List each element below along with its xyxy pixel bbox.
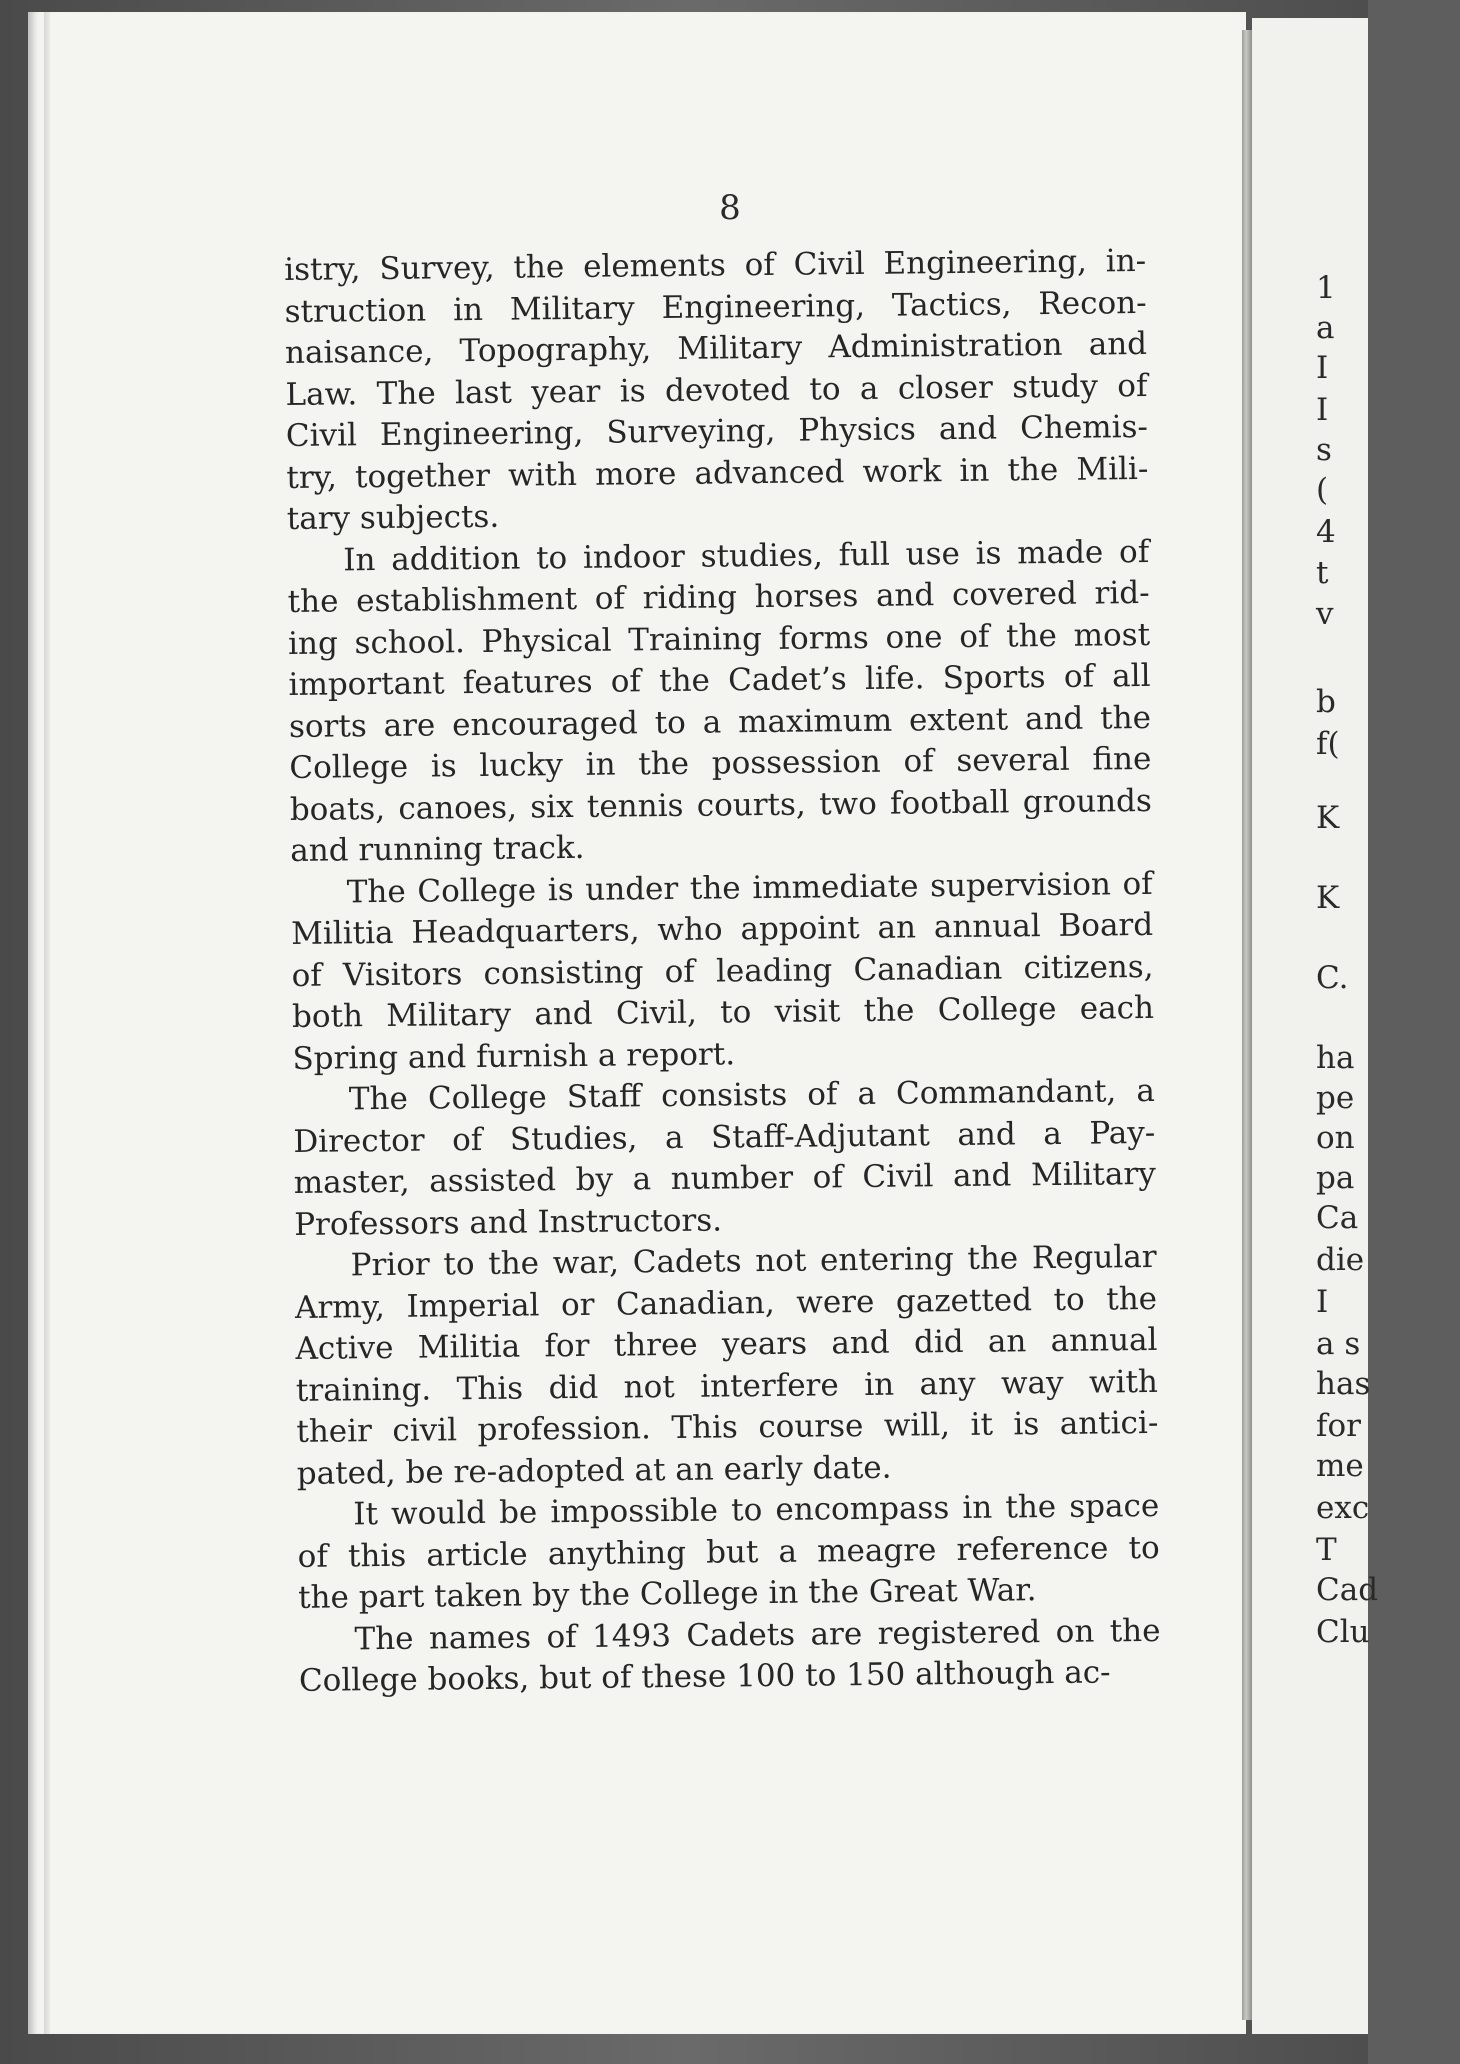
- text-line: The names of 1493 Cadets are registered on the: [354, 1612, 1161, 1657]
- right-page-fragment: for: [1316, 1408, 1361, 1444]
- paragraph: [298, 1610, 1161, 1702]
- text-line: College books, but of these 100 to 150 although ac-: [298, 1654, 1111, 1699]
- text-line: of this article anything but a meagre reference to: [297, 1529, 1160, 1575]
- right-page-fragment: I: [1316, 392, 1329, 428]
- text-line: It would be impossible to encompass in the space: [353, 1487, 1160, 1533]
- text-line: Spring and furnish a report.: [292, 1035, 736, 1077]
- text-line: tary subjects.: [286, 498, 500, 537]
- text-line: Director of Studies, a Staff-Adjutant and a Pay-: [293, 1114, 1156, 1160]
- text-line: Civil Engineering, Surveying, Physics and Chemis-: [285, 408, 1149, 454]
- right-page-fragment: 4: [1316, 514, 1336, 550]
- text-line: the establishment of riding horses and covered rid-: [287, 574, 1150, 620]
- paragraph: [294, 1237, 1159, 1495]
- text-line: Active Militia for three years and did an annual: [295, 1321, 1158, 1367]
- text-line: The College is under the immediate supervision of: [346, 865, 1153, 910]
- text-line: of Visitors consisting of leading Canadian citizens,: [291, 948, 1154, 994]
- right-page-fragment: a s: [1316, 1326, 1361, 1362]
- text-line: Law. The last year is devoted to a closer study of: [285, 367, 1148, 413]
- right-page-fragment: K: [1316, 800, 1340, 836]
- right-page-fragment: pa: [1316, 1160, 1355, 1196]
- page-edge: [44, 12, 50, 2034]
- right-page-fragment: (: [1316, 472, 1329, 508]
- paragraph: [293, 1071, 1157, 1246]
- right-page-fragment: I: [1316, 1284, 1329, 1320]
- text-line: naisance, Topography, Military Administration and: [284, 325, 1148, 371]
- paragraph: [284, 241, 1149, 541]
- text-line: Army, Imperial or Canadian, were gazetted to the: [294, 1280, 1158, 1326]
- right-page-fragment: on: [1316, 1120, 1355, 1156]
- right-page-fragment: K: [1316, 880, 1340, 916]
- right-page-fragments: [1316, 0, 1379, 2064]
- page-number: 8: [719, 188, 741, 228]
- text-line: master, assisted by a number of Civil and Military: [293, 1155, 1156, 1201]
- text-line: Prior to the war, Cadets not entering the Regular: [350, 1238, 1157, 1284]
- text-line: pated, be re-adopted at an early date.: [296, 1449, 892, 1492]
- text-line: The College Staff consists of a Commandant, a: [348, 1072, 1156, 1118]
- text-line: istry, Survey, the elements of Civil Engineering, in-: [284, 242, 1147, 288]
- right-page-fragment: v: [1316, 596, 1334, 632]
- text-line: important features of the Cadet’s life. Sports of all: [288, 657, 1151, 703]
- text-line: In addition to indoor studies, full use is made of: [343, 533, 1150, 578]
- text-line: training. This did not interfere in any way with: [295, 1363, 1159, 1409]
- right-page-fragment: Clu: [1316, 1614, 1370, 1650]
- right-page-fragment: exc: [1316, 1490, 1370, 1526]
- text-line: College is lucky in the possession of several fine: [289, 740, 1152, 786]
- body-text: [284, 241, 1161, 1702]
- text-line: try, together with more advanced work in the Mili-: [286, 450, 1149, 496]
- right-page-fragment: die: [1316, 1242, 1365, 1278]
- paragraph: [287, 531, 1152, 872]
- right-page-fragment: pe: [1316, 1080, 1355, 1116]
- right-page-fragment: Ca: [1316, 1200, 1359, 1236]
- text-line: their civil profession. This course will, it is antici-: [296, 1404, 1159, 1450]
- text-line: sorts are encouraged to a maximum extent and the: [288, 699, 1152, 745]
- text-line: the part taken by the College in the Great War.: [297, 1572, 1037, 1616]
- right-page-fragment: me: [1316, 1448, 1364, 1484]
- right-page-fragment: s: [1316, 432, 1332, 468]
- right-page-fragment: b: [1316, 684, 1336, 720]
- right-page-fragment: has: [1316, 1366, 1371, 1402]
- right-page-fragment: T: [1316, 1532, 1337, 1568]
- text-line: ing school. Physical Training forms one of the most: [287, 616, 1151, 662]
- paragraph: [297, 1486, 1160, 1620]
- text-line: boats, canoes, six tennis courts, two football grounds: [289, 782, 1153, 828]
- book-gutter: [1242, 30, 1252, 2020]
- right-page-fragment: ha: [1316, 1040, 1355, 1076]
- right-page-fragment: t: [1316, 555, 1329, 591]
- right-page-fragment: a: [1316, 310, 1335, 346]
- right-page-fragment: f(: [1316, 726, 1340, 762]
- right-page-fragment: C.: [1316, 960, 1349, 996]
- text-line: Militia Headquarters, who appoint an annual Board: [290, 906, 1154, 952]
- text-line: both Military and Civil, to visit the College each: [291, 989, 1155, 1035]
- right-page-fragment: I: [1316, 350, 1329, 386]
- paragraph: [291, 863, 1155, 1080]
- right-page-fragment: 1: [1316, 270, 1336, 306]
- text-line: struction in Military Engineering, Tactics, Recon-: [284, 284, 1147, 330]
- text-line: and running track.: [290, 829, 585, 869]
- text-line: Professors and Instructors.: [294, 1201, 723, 1243]
- right-page-fragment: Cad: [1316, 1572, 1379, 1608]
